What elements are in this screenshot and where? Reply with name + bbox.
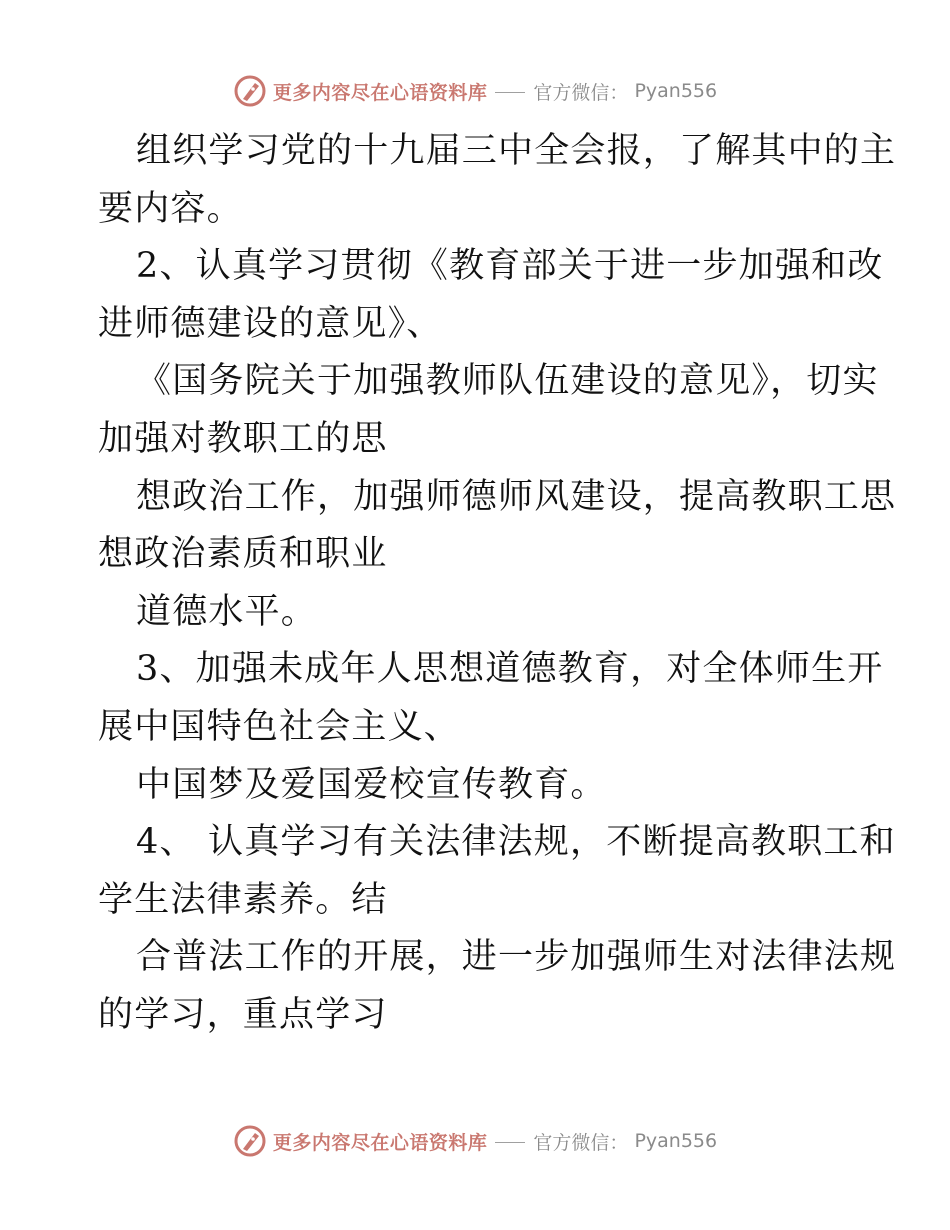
footer-wechat-label: 官方微信：: [533, 1131, 629, 1154]
text-line: 《国务院关于加强教师队伍建设的意见》，切实: [136, 361, 879, 402]
pen-nib-circle-icon: [233, 1124, 267, 1158]
text-line: 学生法律素养。结: [98, 879, 388, 920]
text-line: 4、 认真学习有关法律法规，不断提高教职工和: [136, 822, 896, 863]
text-line: 想政治素质和职业: [98, 534, 388, 575]
text-line: 加强对教职工的思: [98, 418, 388, 459]
header-wechat-id: Pyan556: [634, 80, 718, 102]
text-line: 展中国特色社会主义、: [98, 706, 461, 747]
footer-banner: [0, 1121, 950, 1161]
text-line: 中国梦及爱国爱校宣传教育。: [136, 764, 607, 805]
text-line: 进师德建设的意见》、: [98, 303, 443, 344]
document-body: [98, 123, 897, 1045]
footer-wechat-id: Pyan556: [634, 1130, 718, 1152]
footer-promo-text: 更多内容尽在心语资料库: [272, 1131, 488, 1154]
header-banner: [0, 71, 950, 111]
header-dash: [495, 92, 525, 93]
text-line: 合普法工作的开展，进一步加强师生对法律法规: [136, 937, 897, 978]
text-line: 要内容。: [98, 188, 243, 229]
text-line: 3、加强未成年人思想道德教育，对全体师生开: [136, 649, 884, 690]
text-line: 2、认真学习贯彻《教育部关于进一步加强和改: [136, 246, 884, 287]
header-promo-text: 更多内容尽在心语资料库: [272, 81, 488, 104]
text-line: 想政治工作，加强师德师风建设，提高教职工思: [136, 476, 897, 517]
footer-dash: [495, 1142, 525, 1143]
pen-nib-circle-icon: [233, 74, 267, 108]
header-wechat-label: 官方微信：: [533, 81, 629, 104]
text-line: 组织学习党的十九届三中全会报，了解其中的主: [136, 131, 897, 171]
text-line: 道德水平。: [136, 591, 318, 632]
text-line: 的学习，重点学习: [98, 994, 388, 1035]
